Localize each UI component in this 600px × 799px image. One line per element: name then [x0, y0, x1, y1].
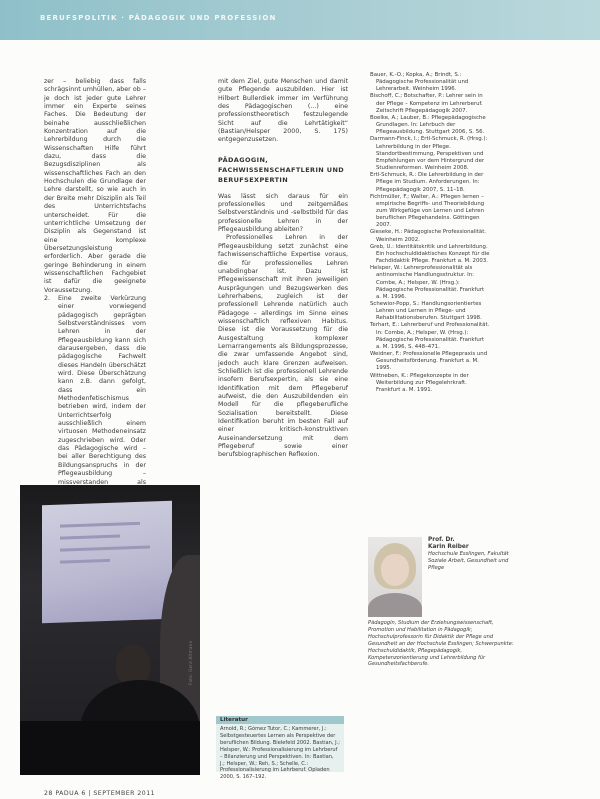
literature-text: Arnold, R.; Gómez Tutor, C.; Kammerer, J.: Selbstgesteuertes Lernen als Perspektive der beruflichen Bildung. Bielefeld 2002. Bastian, J.; Helsper, W.: Professionalisierung im Lehrberuf – Bilanzierung und Perspektiven. In: Bastian, J.; Helsper, W.; Reh, S.; Schelle, C.: Professionalisierung im Lehrberuf. Opladen 2000, S. 167–192. — [220, 726, 340, 781]
column-2-para-2: Was lässt sich daraus für ein professionelles und zeitgemäßes Selbstverständnis und -selbstbild für das professionelle Lehren in der Pflegeausbildung ableiten? — [218, 192, 348, 234]
column-1-intro: zer – beliebig dass falls schrägsinnt umhüllen, aber ob – je doch ist jeder gute Lehrer immer ein Experte seines Faches. Die Bedeutung der beinahe ausschließlichen Konzentration auf die Lehrerbildung durch die Wissenschaften Hilfe führt dazu, dass die Bezugsdisziplinen als wissenschaftliches Fach an den Hochschulen die Grundlage der Lehre darstellt, so wie auch in der Breite mehr Disziplin als Teil des Unterrichtsfachs unterscheidet. Für die unterrichtliche Umsetzung der Disziplin als Gegenstand ist eine komplexe Übersetzungsleistung erforderlich. Aber gerade die geringe Behinderung in einem wissenschaftlichen Fachgebiet ist dafür die geeignete Voraussetzung. — [44, 78, 146, 294]
reference-item: Weidner, F.: Professionelle Pflegepraxis und Gesundheitsförderung. Frankfurt a. M. 1995. — [370, 351, 488, 372]
reference-item: Gieseke, H.: Pädagogische Professionalität. Weinheim 2002. — [370, 229, 487, 243]
column-2-para-3: Professionelles Lehren in der Pflegeausbildung setzt zunächst eine fachwissenschaftliche Expertise voraus, die für professionelles Lehren unabdingbar ist. Dazu ist Pflegewissenschaft mit ihren jeweiligen Ausprägungen und Bezugswerken des Lehrerhabens, zugleich ist der professionell Lehrende natürlich auch Pädagoge – allerdings im Sinne eines wissenschaftlich reflexiven Habitus. Diese ist die Voraussetzung für die Ausgestaltung komplexer Lernarrangements als Bildungsprozesse, die zwar umfassende Angebot sind, jedoch auch klare Grenzen aufweisen. Schließlich ist die professionell Lehrende insofern Berufsexpertin, als sie eine Identifikation mit dem Pflegeberuf aufweist, die den Auszubildenden ein Modell für die pflegeberufliche Sozialisation bereitstellt. Diese Identifikation beruht im besten Fall auf einer kritisch-konstruktiven Auseinandersetzung mit dem Pflegeberuf sowie einer berufsbiographischen Reflexion. — [218, 234, 348, 459]
lecturer-head — [116, 645, 150, 685]
projection-screen — [42, 501, 172, 624]
section-label: BERUFSPOLITIK · PÄDAGOGIK UND PROFESSION — [40, 14, 277, 22]
author-affiliation: Hochschule Esslingen, Fakultät Soziale Arbeit, Gesundheit und Pflege — [428, 551, 509, 571]
section-header-bar — [0, 0, 600, 40]
column-2-para-1: mit dem Ziel, gute Menschen und damit gute Pflegende auszubilden. Hier ist Hilbert Bullerdiek immer im Verführung des Pädagogischen (...) eine professionstheoretisch festzulegende Sicht auf die Lehrtätigkeit“ (Bastian/Helsper 2000, S. 175) entgegenzusetzen. — [218, 78, 348, 144]
author-bio: Pädagogin, Studium der Erziehungswissenschaft, Promotion und Habilitation in Pädagogik; Hochschulprofessorin für Didaktik der Pflege und Gesundheit an der Hochschule Esslingen; Schwerpunkte: Hochschuldidaktik, Pflegepädagogik, Kompetenzorientierung und Lehrerbildung für Gesundheitsfachberufe. — [368, 620, 514, 668]
list-item — [44, 295, 146, 512]
reference-item: Schewior-Popp, S.: Handlungsorientiertes Lehren und Lernen in Pflege- und Rehabilitationsberufen. Stuttgart 1998. — [370, 301, 482, 322]
photo-credit: Foto: Gerd Altmann — [188, 640, 193, 685]
reference-item: Boelke, A.; Lauber, B.: Pflegepädagogische Grundlagen. In: Lehrbuch der Pflegeausbildung. Stuttgart 2006, S. 56. — [370, 114, 486, 136]
section-heading: PÄDAGOGIN, FACHWISSENSCHAFTLERIN UND BERUFSEXPERTIN — [218, 155, 345, 184]
column-1 — [44, 78, 146, 512]
numbered-list — [44, 295, 146, 512]
reference-item: Helsper, W.: Lehrerprofessionalität als antinomische Handlungsstruktur. In: Combe, A.; Helsper, W. (Hrsg.): Pädagogische Professionalität. Frankfurt a. M. 1996. — [370, 265, 485, 300]
reference-item: Ertl-Schmuck, R.: Die Lehrerbildung in der Pflege im Studium. Anforderungen. In: Pflegepädagogik 2007, S. 11–18. — [370, 172, 484, 193]
lecture-desk — [20, 721, 200, 775]
list-item-number: 2. — [44, 294, 51, 302]
reference-item: Bischoff, C.; Botschafter, P.: Lehrer sein in der Pflege – Kompetenz im Lehrerberuf. Zeitschrift Pflegepädagogik 2007. — [370, 93, 483, 114]
reference-item: Terhart, E.: Lehrerberuf und Professionalität. In: Combe, A.; Helsper, W. (Hrsg.): Pädagogische Professionalität. Frankfurt a. M. 1996, S. 448–471. — [370, 322, 490, 350]
page-footer: 28 PADUA 6 | SEPTEMBER 2011 — [44, 790, 156, 797]
author-title: Prof. Dr. — [428, 537, 455, 543]
author-meta — [428, 537, 518, 572]
author-name: Karin Reiber — [428, 544, 469, 550]
column-2 — [218, 78, 348, 460]
literature-box — [216, 716, 344, 781]
reference-list — [370, 72, 490, 394]
list-item-text: Eine zweite Verkürzung einer vorwiegend pädagogisch geprägten Selbstverständnisses vom Lehren in der Pflegeausbildung kann sich darausergeben, dass die pädagogische Fachwelt dieses Handeln überschätzt wird. Diese Überschätzung kann z.B. dann gefolgt, dass ein Methodenfetischismus betrieben wird, indem der Unterrichtserfolg ausschließlich einem virtuosen Methodeneinsatz zugeschrieben wird. Oder das Pädagogische wird – bei aller Berechtigung des Bildungsanspruchs in der Pflegeausbildung – missverstanden als — [58, 294, 146, 486]
reference-item: Wittneben, K.: Pflegekonzepte in der Weiterbildung zur Pflegelehrkraft. Frankfurt a. M. 1991. — [370, 372, 469, 393]
reference-item: Fichtmüller, F.; Walter, A.: Pflegen lernen – empirische Begriffs- und Theoriebildung zum Wirkgefüge von Lernen und Lehren beruflichen Pflegehandelns. Göttingen 2007. — [370, 193, 485, 229]
reference-item: Greb, U.: Identitätskritik und Lehrerbildung. Ein hochschuldidaktisches Konzept für die Fachdidaktik Pflege. Frankfurt a. M. 2003. — [370, 243, 490, 265]
reference-item: Bauer, K.-O.; Kopka, A.; Brindt, S.: Pädagogische Professionalität und Lehrerarbeit. Weinheim 1996. — [370, 72, 469, 93]
lecture-photo — [20, 485, 200, 775]
literature-title: Literatur — [220, 717, 248, 723]
author-portrait — [368, 537, 422, 617]
reference-item: Darmann-Finck, I.; Ertl-Schmuck, R. (Hrsg.): Lehrerbildung in der Pflege. Standortbestimmung, Perspektiven und Empfehlungen vor dem Hintergrund der Studienreformen. Weinheim 2008. — [370, 136, 488, 172]
